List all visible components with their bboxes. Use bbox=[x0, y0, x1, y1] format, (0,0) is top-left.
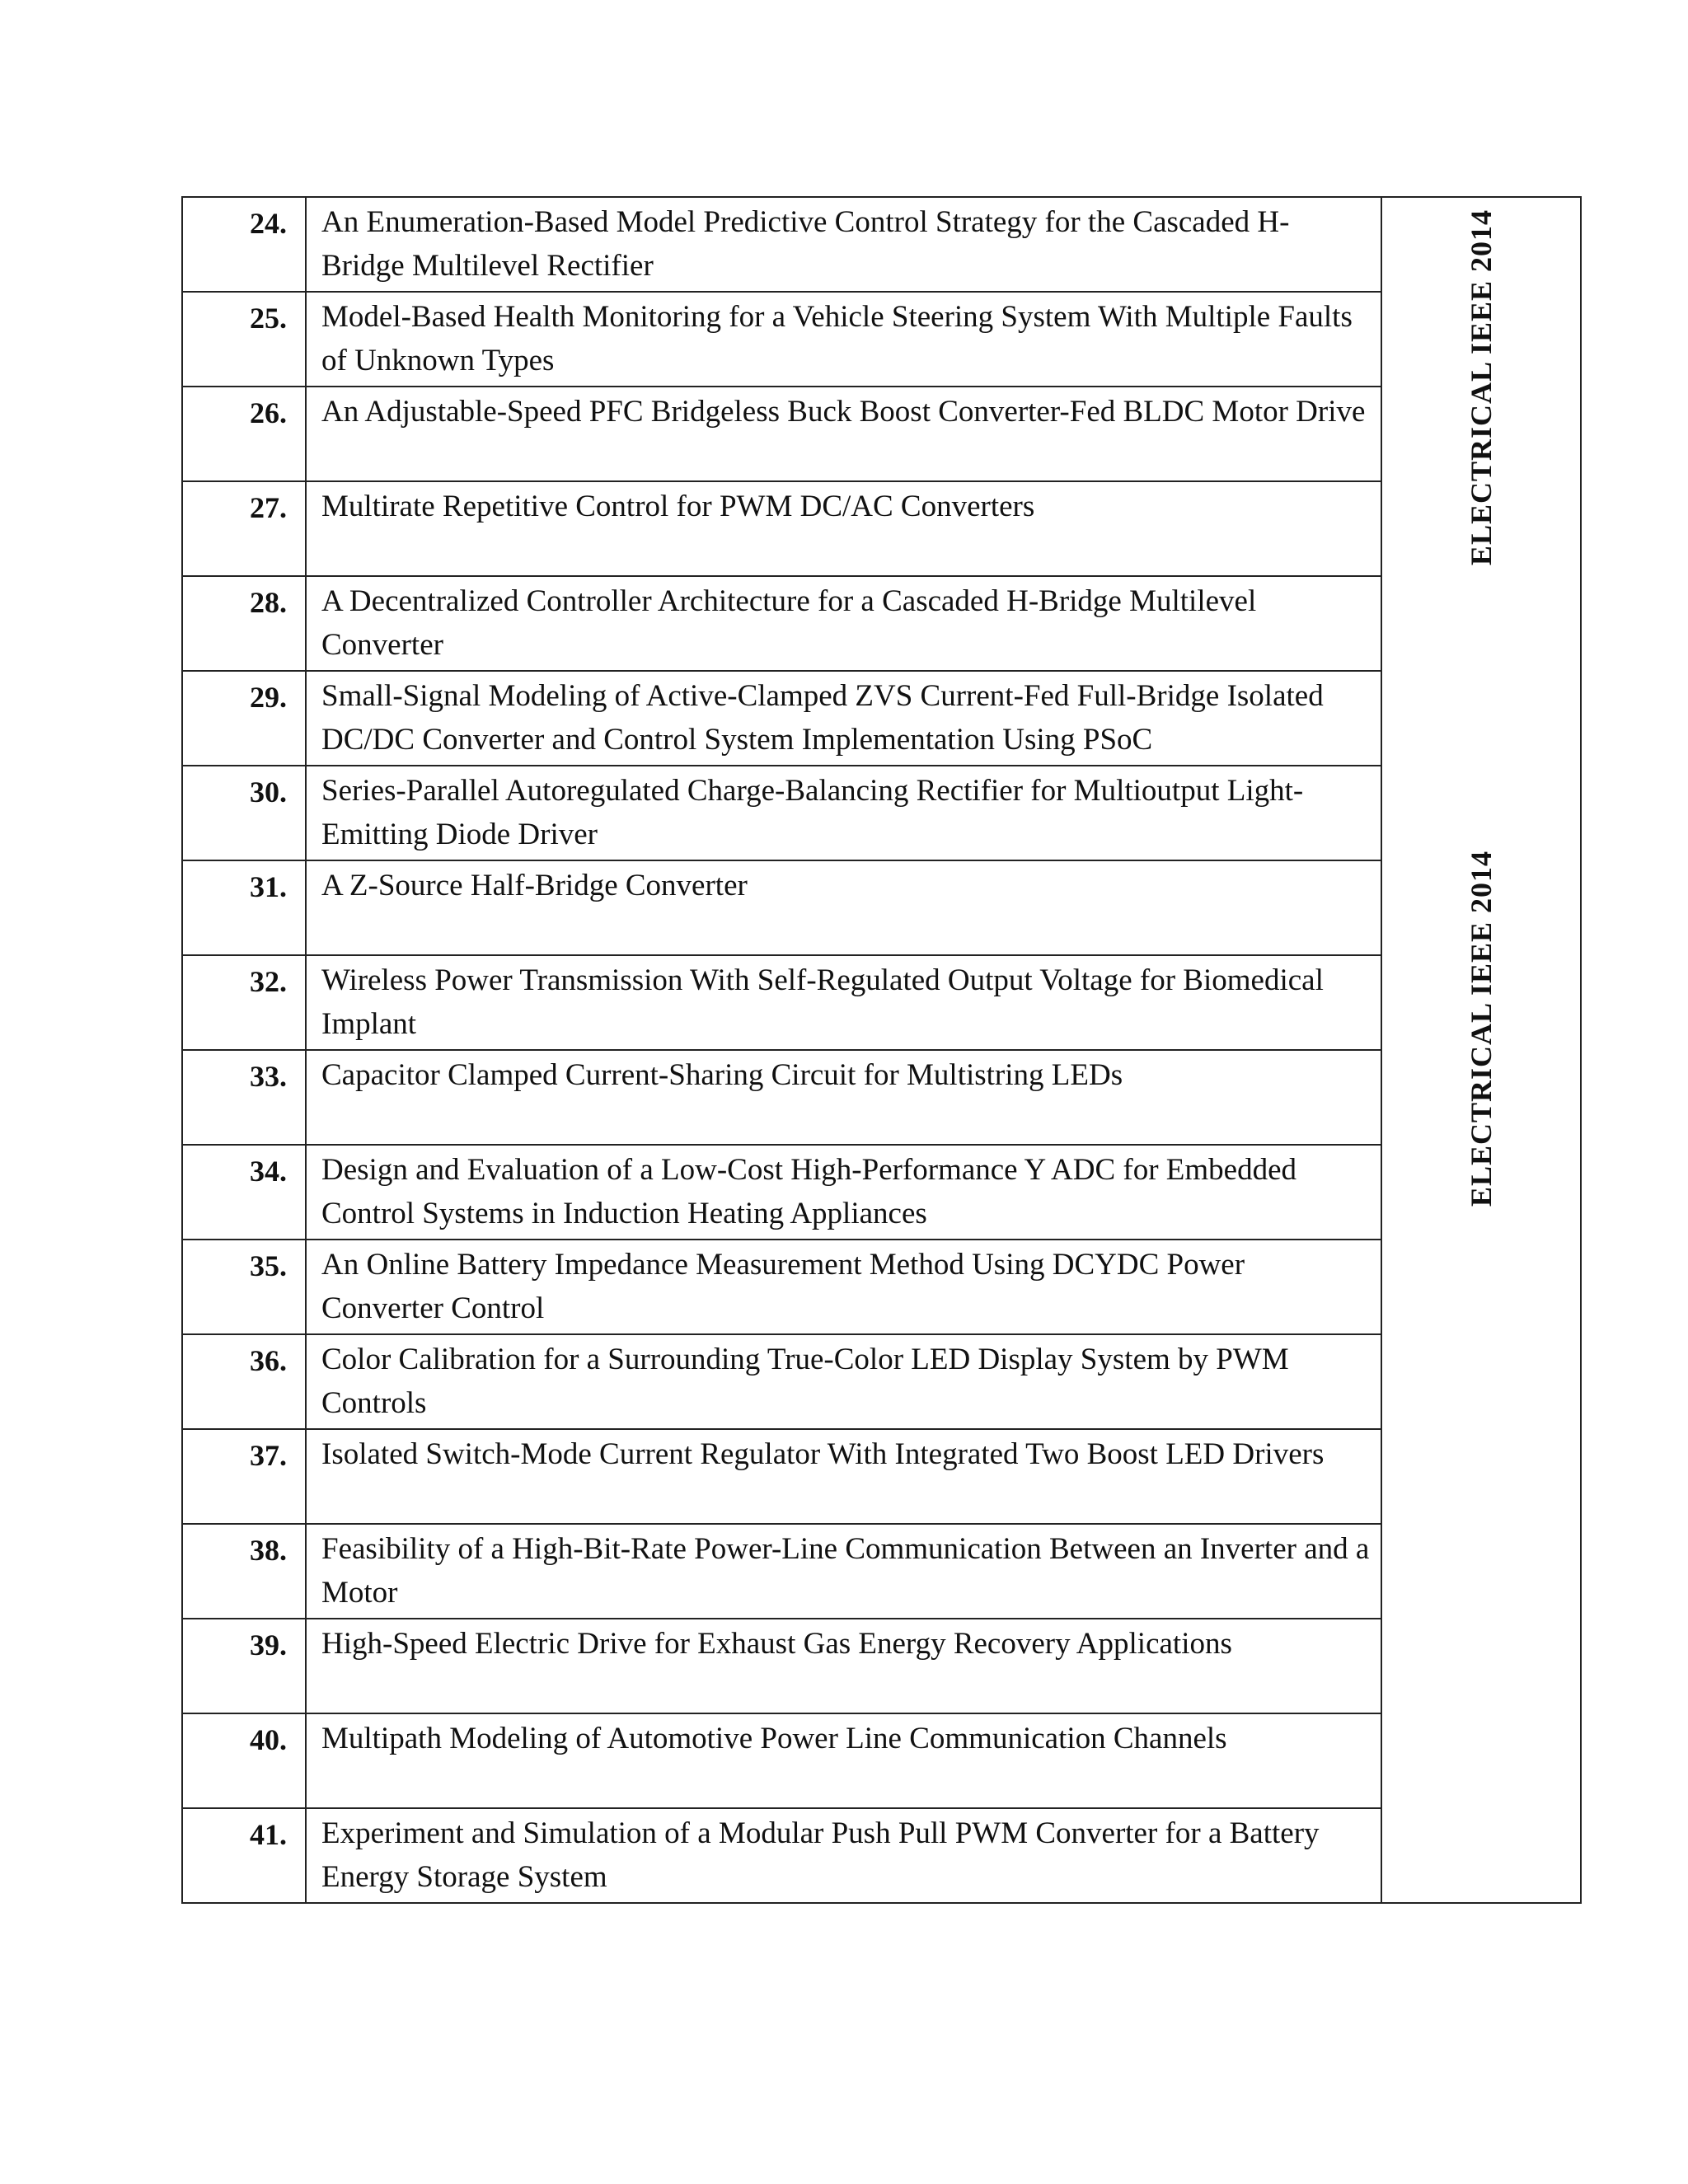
project-title: Experiment and Simulation of a Modular Push Pull PWM Converter for a Battery Energy Storage System bbox=[306, 1808, 1381, 1903]
table-row bbox=[182, 197, 1581, 292]
project-table bbox=[181, 196, 1582, 1904]
row-number: 41. bbox=[182, 1808, 306, 1903]
project-title: A Decentralized Controller Architecture for a Cascaded H-Bridge Multilevel Converter bbox=[306, 576, 1381, 671]
row-number: 38. bbox=[182, 1524, 306, 1619]
table-row bbox=[182, 1050, 1581, 1145]
project-title: An Online Battery Impedance Measurement Method Using DCYDC Power Converter Control bbox=[306, 1240, 1381, 1334]
table-row bbox=[182, 576, 1581, 671]
project-title: High-Speed Electric Drive for Exhaust Gas Energy Recovery Applications bbox=[306, 1619, 1381, 1713]
table-row bbox=[182, 1808, 1581, 1903]
row-number: 34. bbox=[182, 1145, 306, 1240]
table-row bbox=[182, 481, 1581, 576]
table-row bbox=[182, 955, 1581, 1050]
table-row bbox=[182, 387, 1581, 481]
project-title: Color Calibration for a Surrounding True-Color LED Display System by PWM Controls bbox=[306, 1334, 1381, 1429]
table-row bbox=[182, 860, 1581, 955]
row-number: 40. bbox=[182, 1713, 306, 1808]
table-row bbox=[182, 1619, 1581, 1713]
row-number: 35. bbox=[182, 1240, 306, 1334]
row-number: 24. bbox=[182, 197, 306, 292]
row-number: 31. bbox=[182, 860, 306, 955]
table-row bbox=[182, 1334, 1581, 1429]
row-number: 36. bbox=[182, 1334, 306, 1429]
category-column bbox=[1381, 197, 1581, 1903]
table-body bbox=[182, 197, 1581, 1903]
row-number: 25. bbox=[182, 292, 306, 387]
row-number: 32. bbox=[182, 955, 306, 1050]
row-number: 33. bbox=[182, 1050, 306, 1145]
category-label: ELECTRICAL IEEE 2014 bbox=[1465, 209, 1498, 566]
project-title: Feasibility of a High-Bit-Rate Power-Line Communication Between an Inverter and a Motor bbox=[306, 1524, 1381, 1619]
table-row bbox=[182, 1713, 1581, 1808]
table-row bbox=[182, 1145, 1581, 1240]
project-title: A Z-Source Half-Bridge Converter bbox=[306, 860, 1381, 955]
project-title: Multipath Modeling of Automotive Power Line Communication Channels bbox=[306, 1713, 1381, 1808]
table-row bbox=[182, 1524, 1581, 1619]
category-label: ELECTRICAL IEEE 2014 bbox=[1465, 850, 1498, 1207]
project-title: Multirate Repetitive Control for PWM DC/AC Converters bbox=[306, 481, 1381, 576]
row-number: 37. bbox=[182, 1429, 306, 1524]
project-title: Small-Signal Modeling of Active-Clamped ZVS Current-Fed Full-Bridge Isolated DC/DC Converter and Control System Implementation Using PSoC bbox=[306, 671, 1381, 766]
row-number: 28. bbox=[182, 576, 306, 671]
project-title: Series-Parallel Autoregulated Charge-Balancing Rectifier for Multioutput Light-Emitting Diode Driver bbox=[306, 766, 1381, 860]
row-number: 30. bbox=[182, 766, 306, 860]
table-row bbox=[182, 1240, 1581, 1334]
table-row bbox=[182, 671, 1581, 766]
project-title: An Adjustable-Speed PFC Bridgeless Buck Boost Converter-Fed BLDC Motor Drive bbox=[306, 387, 1381, 481]
row-number: 39. bbox=[182, 1619, 306, 1713]
row-number: 29. bbox=[182, 671, 306, 766]
project-title: Isolated Switch-Mode Current Regulator With Integrated Two Boost LED Drivers bbox=[306, 1429, 1381, 1524]
project-title: Design and Evaluation of a Low-Cost High-Performance Y ADC for Embedded Control Systems in Induction Heating Appliances bbox=[306, 1145, 1381, 1240]
row-number: 27. bbox=[182, 481, 306, 576]
project-title: An Enumeration-Based Model Predictive Control Strategy for the Cascaded H-Bridge Multilevel Rectifier bbox=[306, 197, 1381, 292]
row-number: 26. bbox=[182, 387, 306, 481]
table-row bbox=[182, 292, 1581, 387]
project-title: Model-Based Health Monitoring for a Vehicle Steering System With Multiple Faults of Unknown Types bbox=[306, 292, 1381, 387]
table-row bbox=[182, 766, 1581, 860]
table-row bbox=[182, 1429, 1581, 1524]
project-title: Wireless Power Transmission With Self-Regulated Output Voltage for Biomedical Implant bbox=[306, 955, 1381, 1050]
project-title: Capacitor Clamped Current-Sharing Circuit for Multistring LEDs bbox=[306, 1050, 1381, 1145]
